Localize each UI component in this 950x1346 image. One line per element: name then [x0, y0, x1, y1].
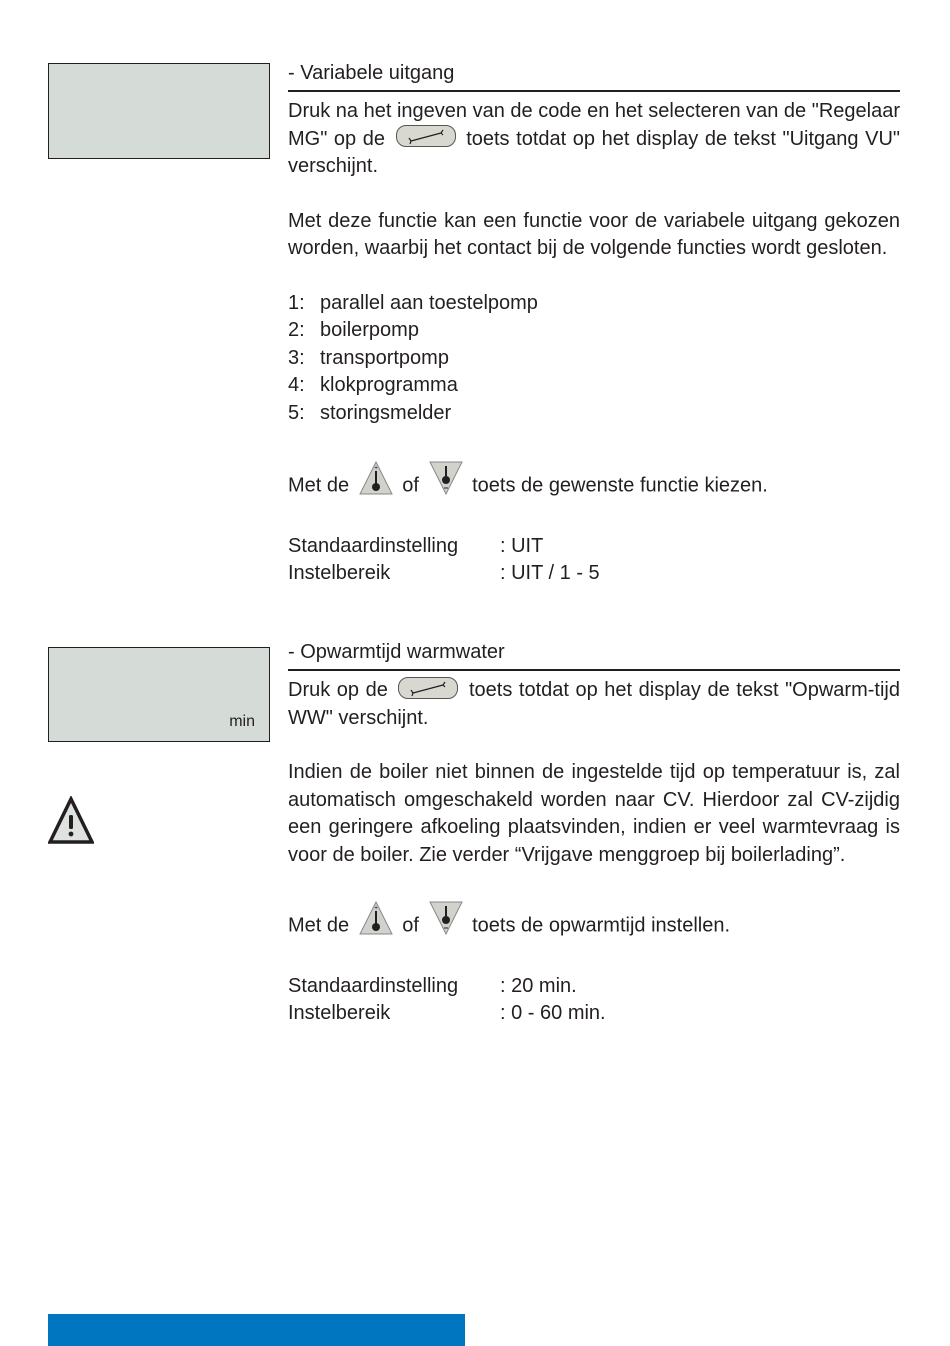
lcd-unit-label: min [229, 713, 255, 730]
thermometer-up-icon [359, 461, 393, 504]
setting-row: Standaardinstelling : 20 min. [288, 974, 577, 997]
setting-row: Instelbereik : 0 - 60 min. [288, 1002, 606, 1024]
setting-row: Standaardinstelling : UIT [288, 534, 544, 557]
paragraph: Met deze functie kan een functie voor de variabele uitgang gekozen worden, waarbij het contact bij de volgende functies wordt gesloten. [288, 209, 900, 259]
thermometer-down-icon [429, 461, 463, 504]
warning-icon [48, 796, 94, 849]
section-opwarmtijd-warmwater [288, 639, 900, 1028]
section-variabele-uitgang [288, 60, 900, 588]
svg-text:+: + [373, 465, 378, 472]
paragraph: Indien de boiler niet binnen de ingestelde tijd op temperatuur is, zal automatisch omgeschakeld worden naar CV. Hierdoor zal CV-zijdig een geringere afkoeling plaatsvinden, indien er veel warmtevraag is voor de boiler. Zie verder “Vrijgave menggroep bij boilerlading”. [288, 761, 900, 866]
thermometer-up-icon [359, 901, 393, 944]
wrench-key-icon [398, 677, 458, 699]
svg-text:+: + [373, 905, 378, 912]
wrench-key-icon [396, 125, 456, 147]
paragraph: Druk na het ingeven van de code en het selecteren van de "Regelaar MG" op de toets totdat op het display de tekst "Uitgang VU" verschijnt. [288, 100, 901, 177]
list-item: 1: parallel aan toestelpomp [288, 291, 538, 314]
list-item: 2: boilerpomp [288, 319, 419, 341]
section-heading: - Variabele uitgang [288, 60, 900, 92]
lcd-display-opwarmtijd [48, 647, 270, 742]
footer-bar [48, 1314, 465, 1346]
setting-row: Instelbereik : UIT / 1 - 5 [288, 562, 600, 584]
lcd-display-variabele-uitgang [48, 63, 270, 159]
list-item: 3: transportpomp [288, 346, 449, 369]
select-instruction: Met de + of toets de gewenste functie kiezen. [288, 465, 900, 508]
list-item: 4: klokprogramma [288, 374, 458, 396]
select-instruction: Met de + of toets de opwarmtijd instellen. [288, 905, 900, 948]
paragraph: Druk op de toets totdat op het display de tekst "Opwarm-tijd WW" verschijnt. [288, 677, 900, 732]
section-heading: - Opwarmtijd warmwater [288, 639, 900, 671]
list-item: 5: storingsmelder [288, 401, 452, 424]
thermometer-down-icon [429, 901, 463, 944]
function-list [288, 290, 900, 428]
